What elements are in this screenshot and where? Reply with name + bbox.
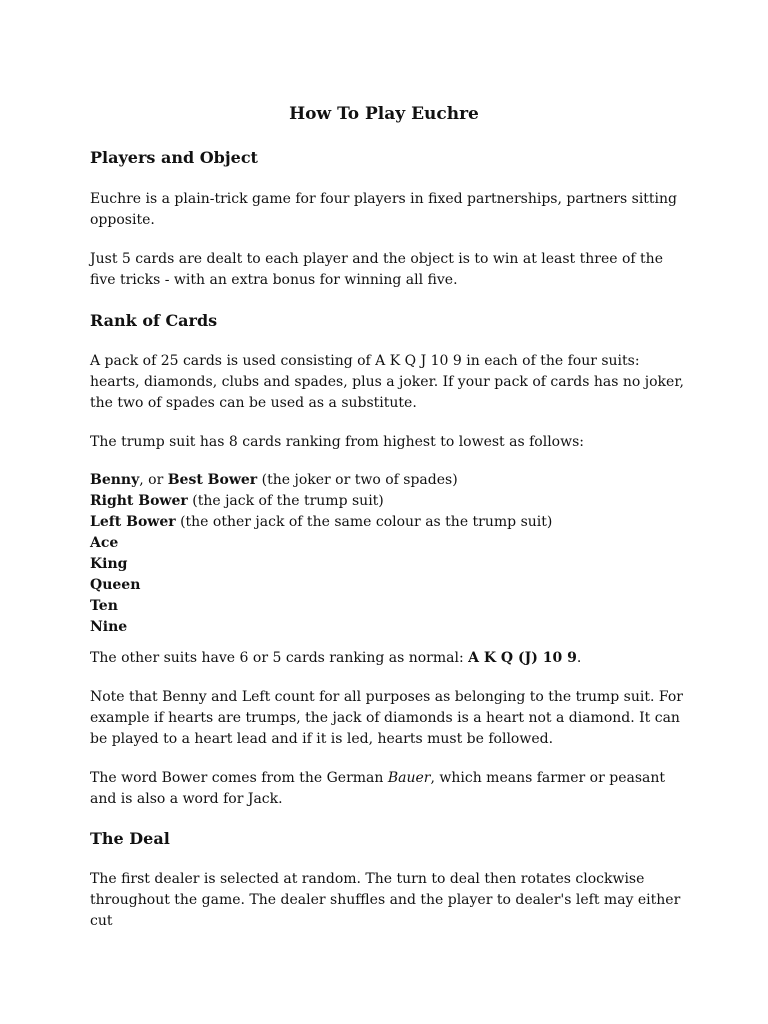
ranking-ace-label: Ace xyxy=(90,535,119,551)
ranking-item-right-bower xyxy=(90,491,690,512)
heading-the-deal: The Deal xyxy=(90,829,170,848)
ranking-item-ace xyxy=(90,533,690,554)
ranking-item-left-bower xyxy=(90,512,690,533)
ranking-king-label: King xyxy=(90,556,128,572)
ranking-best-bower-note: (the joker or two of spades) xyxy=(257,472,458,488)
ranking-item-ten xyxy=(90,596,690,617)
ranking-left-bower-label: Left Bower xyxy=(90,514,176,530)
bower-etymology-suffix: , which means farmer or peasant and is also a word for Jack. xyxy=(90,770,666,807)
ranking-left-bower-note: (the other jack of the same colour as the trump suit) xyxy=(175,514,553,530)
heading-players-and-object: Players and Object xyxy=(90,148,258,167)
paragraph-benny-left-note: Note that Benny and Left count for all purposes as belonging to the trump suit. For example if hearts are trumps, the jack of diamonds is a heart not a diamond. It can be played to a heart lead and if it is led, hearts must be followed. xyxy=(90,689,683,747)
document-title: How To Play Euchre xyxy=(289,104,479,124)
paragraph-bower-etymology xyxy=(90,768,690,810)
other-suits-suffix: . xyxy=(576,650,582,666)
ranking-right-bower-note: (the jack of the trump suit) xyxy=(187,493,384,509)
ranking-right-bower-label: Right Bower xyxy=(90,493,188,509)
ranking-ten-label: Ten xyxy=(90,598,118,614)
paragraph-players-intro: Euchre is a plain-trick game for four players in fixed partnerships, partners sitting opposite. xyxy=(90,191,678,228)
ranking-best-bower-label: Best Bower xyxy=(167,472,258,488)
other-suits-ranking: A K Q (J) 10 9 xyxy=(468,650,577,666)
ranking-benny-separator: , or xyxy=(139,472,168,488)
bower-etymology-prefix: The word Bower comes from the German xyxy=(90,770,388,786)
ranking-item-queen xyxy=(90,575,690,596)
other-suits-prefix: The other suits have 6 or 5 cards ranking as normal: xyxy=(90,650,469,666)
ranking-nine-label: Nine xyxy=(90,619,128,635)
paragraph-players-object: Just 5 cards are dealt to each player and the object is to win at least three of the five tricks - with an extra bonus for winning all five. xyxy=(90,251,663,288)
paragraph-other-suits xyxy=(90,648,690,669)
ranking-item-nine xyxy=(90,617,690,638)
ranking-benny-label: Benny xyxy=(90,472,140,488)
ranking-queen-label: Queen xyxy=(90,577,141,593)
paragraph-pack-description: A pack of 25 cards is used consisting of A K Q J 10 9 in each of the four suits: hearts, diamonds, clubs and spades, plus a joker. If your pack of cards has no joker, the two of spades can be used as a substitute. xyxy=(90,353,684,411)
paragraph-trump-suit-intro: The trump suit has 8 cards ranking from highest to lowest as follows: xyxy=(90,434,584,450)
bower-etymology-german-word: Bauer xyxy=(387,770,431,786)
heading-rank-of-cards: Rank of Cards xyxy=(90,311,218,330)
paragraph-deal-intro: The first dealer is selected at random. The turn to deal then rotates clockwise throughout the game. The dealer shuffles and the player to dealer's left may either cut xyxy=(90,871,681,929)
ranking-item-benny xyxy=(90,470,690,491)
ranking-item-king xyxy=(90,554,690,575)
